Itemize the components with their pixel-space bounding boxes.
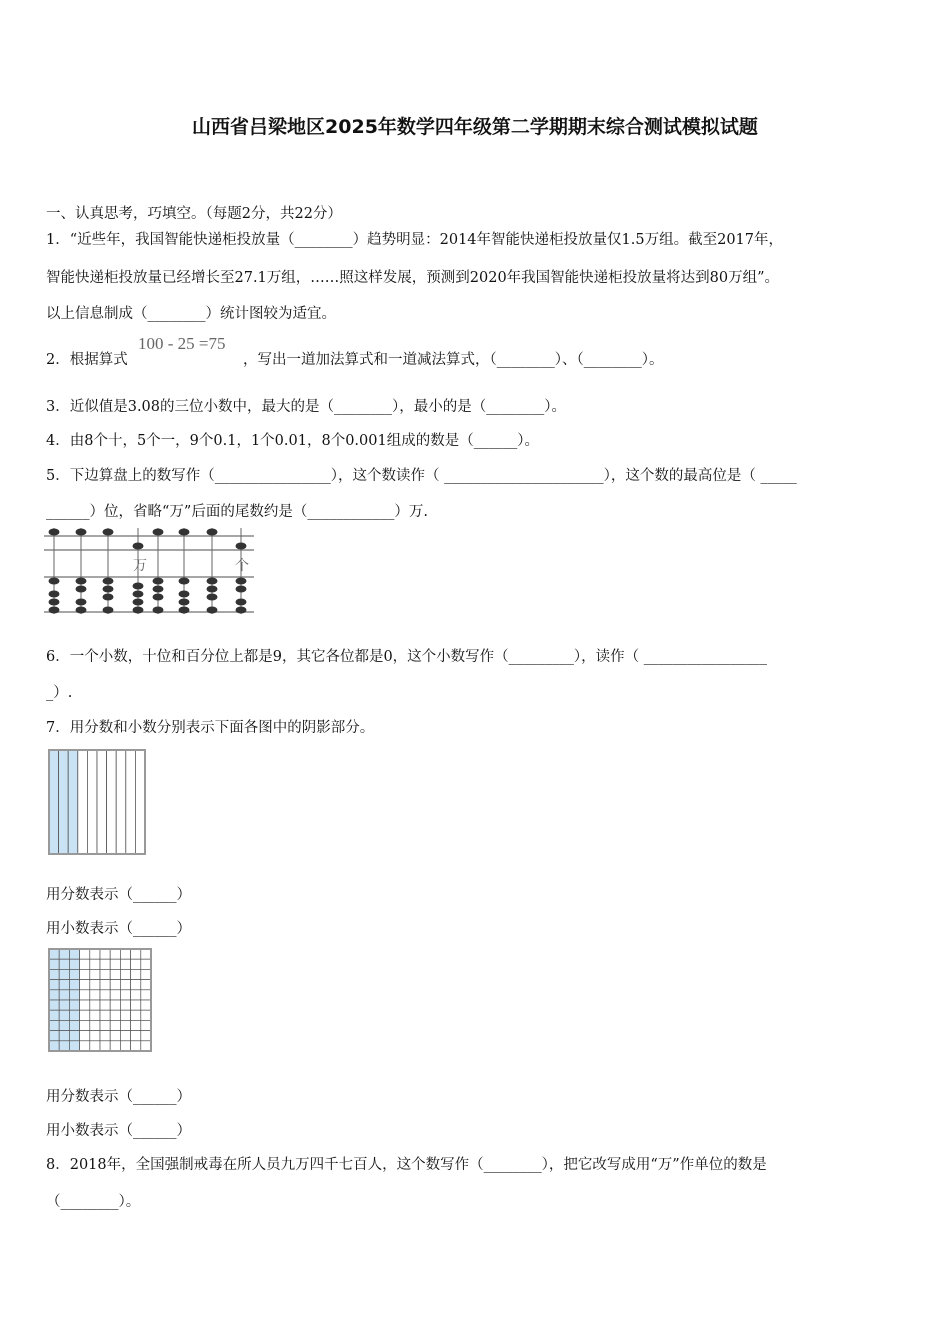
empty-column <box>78 750 88 854</box>
empty-cell <box>141 980 151 990</box>
abacus-lower-bead <box>179 578 190 585</box>
abacus-lower-bead <box>207 594 218 601</box>
question-7: 7．用分数和小数分别表示下面各图中的阴影部分。 <box>46 720 375 736</box>
empty-cell <box>80 1000 90 1010</box>
abacus-lower-bead <box>76 607 87 614</box>
empty-cell <box>100 1031 110 1041</box>
shaded-cell <box>49 1020 59 1030</box>
empty-cell <box>110 949 120 959</box>
abacus-lower-bead <box>76 599 87 606</box>
empty-cell <box>100 980 110 990</box>
abacus-upper-bead <box>103 529 114 536</box>
abacus-lower-bead <box>179 607 190 614</box>
empty-cell <box>131 1010 141 1020</box>
empty-cell <box>120 1041 130 1051</box>
shaded-cell <box>59 1010 69 1020</box>
abacus-upper-bead <box>133 543 144 550</box>
empty-cell <box>110 1041 120 1051</box>
shaded-cell <box>59 1000 69 1010</box>
abacus-lower-bead <box>103 586 114 593</box>
abacus-lower-bead <box>103 594 114 601</box>
abacus-lower-bead <box>153 578 164 585</box>
empty-cell <box>131 949 141 959</box>
empty-cell <box>120 1010 130 1020</box>
empty-cell <box>141 949 151 959</box>
question-1-line-1: 1．“近些年，我国智能快递柜投放量（________）趋势明显：2014年智能快递柜投放量仅1.5万组。截至2017年， <box>46 232 783 248</box>
shaded-cell <box>59 949 69 959</box>
empty-cell <box>110 1020 120 1030</box>
abacus-lower-bead <box>236 599 247 606</box>
empty-cell <box>80 1020 90 1030</box>
shaded-cell <box>59 980 69 990</box>
shaded-cell <box>59 1041 69 1051</box>
question-5-line-1: 5．下边算盘上的数写作（________________），这个数读作（ ______________________），这个数的最高位是（ _____ <box>46 468 797 484</box>
abacus-lower-bead <box>133 591 144 598</box>
empty-cell <box>90 980 100 990</box>
empty-cell <box>100 990 110 1000</box>
question-6-line-2: _）. <box>46 685 73 701</box>
empty-cell <box>131 1041 141 1051</box>
abacus-lower-bead <box>133 599 144 606</box>
figure-1-columns <box>46 748 148 856</box>
empty-cell <box>110 990 120 1000</box>
empty-cell <box>90 969 100 979</box>
shaded-cell <box>69 1000 79 1010</box>
empty-cell <box>90 1041 100 1051</box>
abacus-upper-bead <box>49 529 60 536</box>
empty-cell <box>120 1031 130 1041</box>
shaded-cell <box>49 1031 59 1041</box>
empty-cell <box>100 969 110 979</box>
empty-cell <box>120 1020 130 1030</box>
figure-1-decimal-answer: 用小数表示（______） <box>46 921 191 937</box>
shaded-cell <box>49 980 59 990</box>
shaded-cell <box>49 1041 59 1051</box>
empty-cell <box>141 1010 151 1020</box>
question-4: 4．由8个十，5个一，9个0.1，1个0.01，8个0.001组成的数是（______）。 <box>46 433 539 449</box>
empty-cell <box>90 949 100 959</box>
empty-cell <box>120 969 130 979</box>
empty-cell <box>90 1031 100 1041</box>
empty-cell <box>141 969 151 979</box>
empty-cell <box>100 1010 110 1020</box>
empty-column <box>87 750 97 854</box>
empty-cell <box>80 1010 90 1020</box>
shaded-cell <box>59 1020 69 1030</box>
abacus-label-wan: 万 <box>133 559 147 574</box>
question-3: 3．近似值是3.08的三位小数中，最大的是（________），最小的是（________）。 <box>46 399 567 415</box>
abacus-lower-bead <box>103 607 114 614</box>
question-2-prefix: 2．根据算式 <box>46 352 128 368</box>
shaded-column <box>68 750 78 854</box>
figure-2-fraction-answer: 用分数表示（______） <box>46 1089 191 1105</box>
abacus-label-ge: 个 <box>235 559 249 574</box>
empty-cell <box>90 1010 100 1020</box>
shaded-column <box>59 750 69 854</box>
empty-cell <box>120 949 130 959</box>
empty-cell <box>141 1020 151 1030</box>
abacus-lower-bead <box>179 591 190 598</box>
empty-cell <box>131 980 141 990</box>
empty-column <box>135 750 145 854</box>
question-6-line-1: 6．一个小数，十位和百分位上都是9，其它各位都是0，这个小数写作（_________），读作（ _________________ <box>46 649 768 665</box>
empty-column <box>116 750 126 854</box>
question-2-formula: 100 - 25 =75 <box>138 334 226 353</box>
empty-cell <box>120 980 130 990</box>
shaded-cell <box>59 990 69 1000</box>
empty-cell <box>100 959 110 969</box>
abacus-lower-bead <box>153 607 164 614</box>
abacus-lower-bead <box>153 586 164 593</box>
empty-cell <box>90 959 100 969</box>
shaded-column <box>49 750 59 854</box>
shaded-cell <box>69 990 79 1000</box>
question-5-line-2: ______）位，省略“万”后面的尾数约是（____________）万. <box>46 504 428 520</box>
empty-cell <box>110 1031 120 1041</box>
abacus-lower-bead <box>103 578 114 585</box>
abacus-lower-bead <box>236 607 247 614</box>
shaded-cell <box>49 1010 59 1020</box>
abacus-lower-bead <box>49 578 60 585</box>
empty-cell <box>110 1010 120 1020</box>
empty-column <box>126 750 136 854</box>
empty-cell <box>80 980 90 990</box>
empty-cell <box>90 1020 100 1030</box>
empty-cell <box>90 1000 100 1010</box>
abacus-upper-bead <box>76 529 87 536</box>
empty-cell <box>131 959 141 969</box>
abacus-lower-bead <box>133 607 144 614</box>
empty-column <box>107 750 117 854</box>
abacus-lower-bead <box>236 578 247 585</box>
empty-column <box>97 750 107 854</box>
abacus-upper-bead <box>207 529 218 536</box>
empty-cell <box>120 959 130 969</box>
empty-cell <box>141 990 151 1000</box>
empty-cell <box>90 990 100 1000</box>
abacus-lower-bead <box>153 594 164 601</box>
empty-cell <box>120 1000 130 1010</box>
abacus-lower-bead <box>236 586 247 593</box>
section-heading: 一、认真思考，巧填空。（每题2分，共22分） <box>46 206 342 222</box>
empty-cell <box>131 1000 141 1010</box>
empty-cell <box>131 969 141 979</box>
empty-cell <box>110 969 120 979</box>
shaded-cell <box>59 969 69 979</box>
empty-cell <box>80 959 90 969</box>
empty-cell <box>141 1041 151 1051</box>
shaded-cell <box>59 959 69 969</box>
abacus-upper-bead <box>153 529 164 536</box>
question-1-line-3: 以上信息制成（________）统计图较为适宜。 <box>46 306 336 322</box>
figure-2-decimal-answer: 用小数表示（______） <box>46 1123 191 1139</box>
shaded-cell <box>69 949 79 959</box>
empty-cell <box>80 1031 90 1041</box>
shaded-cell <box>69 980 79 990</box>
empty-cell <box>100 1020 110 1030</box>
shaded-cell <box>49 949 59 959</box>
empty-cell <box>80 990 90 1000</box>
abacus-lower-bead <box>207 607 218 614</box>
empty-cell <box>80 969 90 979</box>
figure-2-grid <box>46 946 154 1054</box>
abacus-lower-bead <box>49 591 60 598</box>
empty-cell <box>110 959 120 969</box>
abacus-lower-bead <box>207 586 218 593</box>
empty-cell <box>141 1000 151 1010</box>
empty-cell <box>110 980 120 990</box>
empty-cell <box>100 1041 110 1051</box>
abacus-upper-bead <box>236 543 247 550</box>
empty-cell <box>131 990 141 1000</box>
abacus-lower-bead <box>76 578 87 585</box>
shaded-cell <box>69 1031 79 1041</box>
abacus-upper-bead <box>179 529 190 536</box>
abacus-lower-bead <box>49 599 60 606</box>
question-8-line-1: 8．2018年，全国强制戒毒在所人员九万四千七百人，这个数写作（________），把它改写成用“万”作单位的数是 <box>46 1157 767 1173</box>
empty-cell <box>100 949 110 959</box>
empty-cell <box>141 1031 151 1041</box>
empty-cell <box>131 1031 141 1041</box>
empty-cell <box>100 1000 110 1010</box>
shaded-cell <box>69 1041 79 1051</box>
abacus-lower-bead <box>76 586 87 593</box>
shaded-cell <box>49 990 59 1000</box>
shaded-cell <box>59 1031 69 1041</box>
shaded-cell <box>69 969 79 979</box>
page-title: 山西省吕梁地区2025年数学四年级第二学期期末综合测试模拟试题 <box>192 116 758 138</box>
figure-1-fraction-answer: 用分数表示（______） <box>46 887 191 903</box>
shaded-cell <box>69 1020 79 1030</box>
empty-cell <box>141 959 151 969</box>
abacus-lower-bead <box>49 607 60 614</box>
question-2-suffix: ，写出一道加法算式和一道减法算式，（________）、（________）。 <box>243 352 664 368</box>
question-8-line-2: （________）。 <box>46 1194 141 1210</box>
shaded-cell <box>49 969 59 979</box>
abacus-lower-bead <box>179 599 190 606</box>
question-1-line-2: 智能快递柜投放量已经增长至27.1万组，……照这样发展，预测到2020年我国智能快递柜投放量将达到80万组”。 <box>46 270 780 286</box>
shaded-cell <box>49 1000 59 1010</box>
abacus-figure <box>44 528 259 618</box>
shaded-cell <box>69 1010 79 1020</box>
shaded-cell <box>69 959 79 969</box>
empty-cell <box>131 1020 141 1030</box>
shaded-cell <box>49 959 59 969</box>
abacus-lower-bead <box>133 583 144 590</box>
empty-cell <box>110 1000 120 1010</box>
empty-cell <box>80 949 90 959</box>
empty-cell <box>80 1041 90 1051</box>
abacus-lower-bead <box>207 578 218 585</box>
empty-cell <box>120 990 130 1000</box>
